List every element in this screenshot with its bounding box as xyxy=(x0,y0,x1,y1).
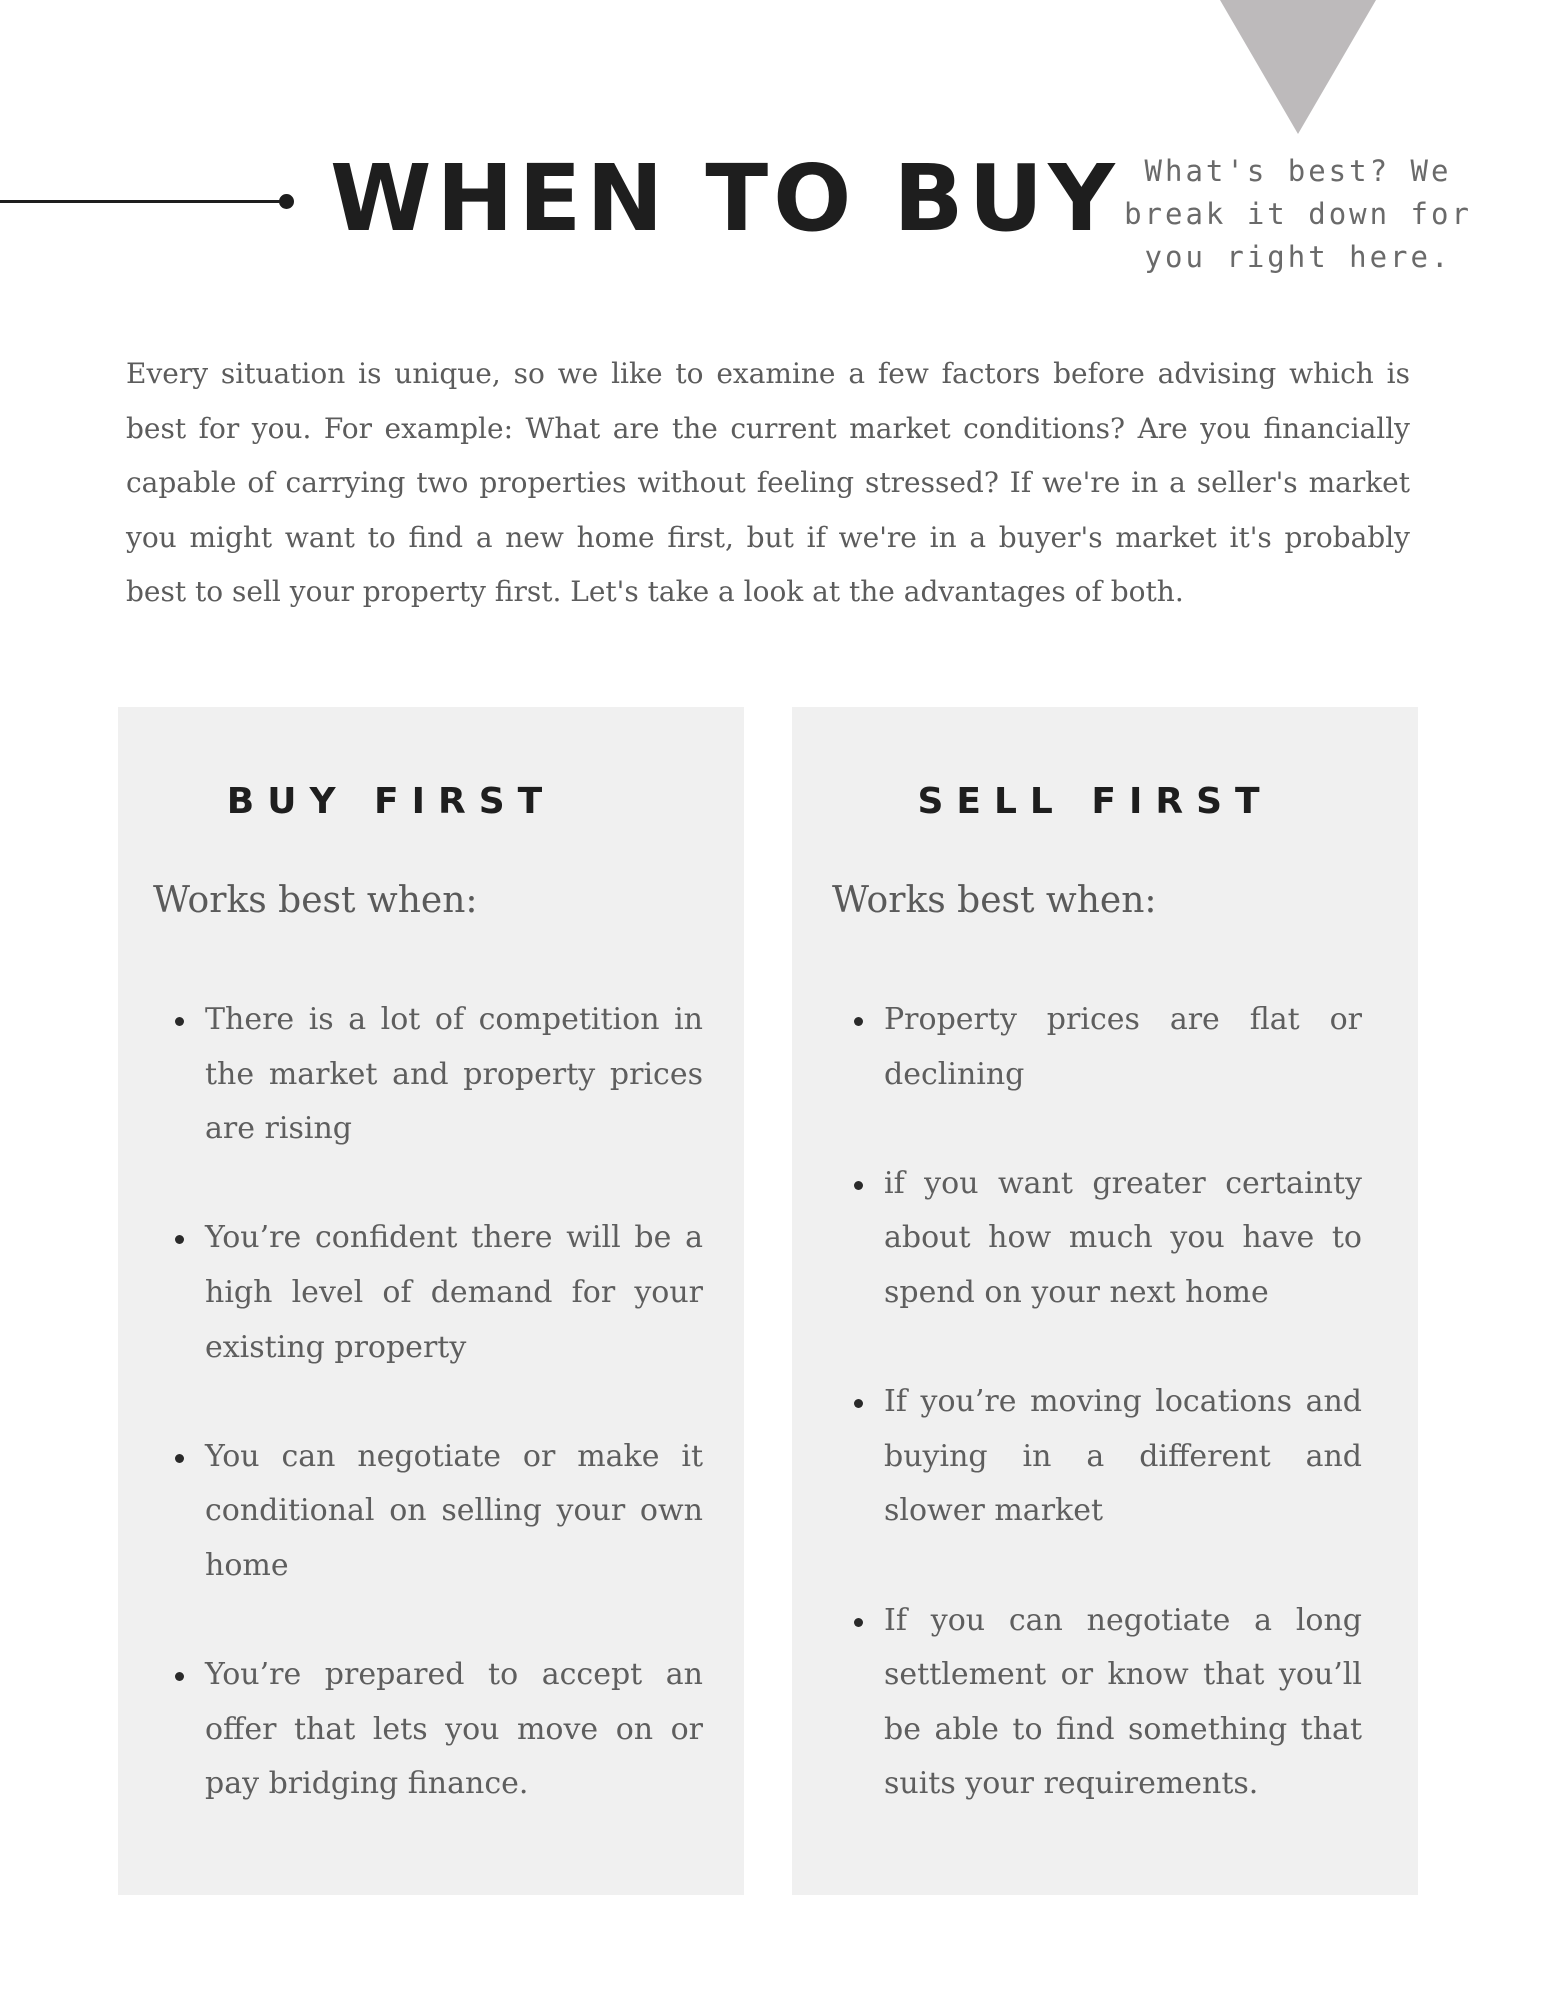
intro-paragraph: Every situation is unique, so we like to examine a few factors before advising which is best for you. For example: What are the current market conditions? Are you financially capable of carrying two properties without feeling stressed? If we're in a seller's market you might want to find a new home first, but if we're in a buyer's market it's probably best to sell your property first. Let's take a look at the advantages of both. xyxy=(126,357,1410,609)
list-item xyxy=(884,1594,1362,1812)
bullet-icon xyxy=(175,1672,184,1681)
list-item xyxy=(205,1211,703,1375)
page-tagline: What's best? We break it down for you right here. xyxy=(1124,154,1472,274)
list-item-text: If you’re moving locations and buying in a different and slower market xyxy=(884,1384,1362,1529)
bullet-icon xyxy=(175,1017,184,1026)
list-item-text: Property prices are flat or declining xyxy=(884,1002,1362,1092)
page-title: WHEN TO BUY xyxy=(330,145,1120,252)
sell-first-title: SELL FIRST xyxy=(917,781,1273,822)
bullet-icon xyxy=(854,1618,863,1627)
list-item xyxy=(205,1648,703,1812)
bullet-icon xyxy=(175,1454,184,1463)
list-item xyxy=(884,1375,1362,1539)
sell-first-panel xyxy=(792,707,1418,1895)
list-item-text: if you want greater certainty about how much you have to spend on your next home xyxy=(884,1165,1362,1310)
sell-first-list xyxy=(884,993,1362,1867)
buy-first-title: BUY FIRST xyxy=(226,781,556,822)
list-item xyxy=(205,1430,703,1594)
list-item xyxy=(884,993,1362,1102)
list-item-text: You’re confident there will be a high level of demand for your existing property xyxy=(205,1220,703,1365)
title-rule-line xyxy=(0,200,286,203)
title-rule-dot xyxy=(279,194,294,209)
list-item xyxy=(884,1157,1362,1321)
list-item xyxy=(205,993,703,1157)
decorative-triangle xyxy=(1220,0,1376,134)
buy-first-list xyxy=(205,993,703,1867)
list-item-text: There is a lot of competition in the market and property prices are rising xyxy=(205,1002,703,1147)
list-item-text: You’re prepared to accept an offer that lets you move on or pay bridging finance. xyxy=(205,1657,703,1802)
bullet-icon xyxy=(854,1399,863,1408)
sell-first-works-label: Works best when: xyxy=(832,880,1157,921)
list-item-text: You can negotiate or make it conditional on selling your own home xyxy=(205,1438,703,1583)
list-item-text: If you can negotiate a long settlement or know that you’ll be able to find something that suits your requirements. xyxy=(884,1602,1362,1802)
bullet-icon xyxy=(854,1181,863,1190)
bullet-icon xyxy=(175,1235,184,1244)
buy-first-panel xyxy=(118,707,744,1895)
buy-first-works-label: Works best when: xyxy=(153,880,478,921)
bullet-icon xyxy=(854,1017,863,1026)
